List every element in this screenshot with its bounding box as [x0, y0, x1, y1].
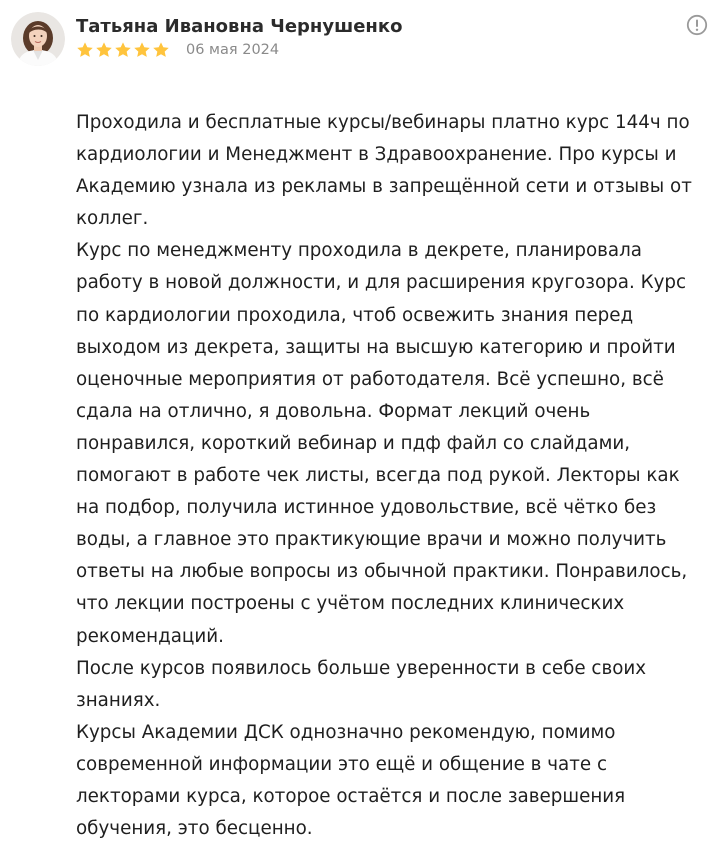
review-text-line: обучения, это бесценно.	[76, 818, 313, 840]
star-icon	[95, 41, 113, 59]
review-text-line: знаниях.	[76, 689, 161, 711]
review-text-line: воды, а главное это практикующие врачи и можно получить	[76, 529, 667, 551]
review-text	[76, 107, 716, 845]
review-text-line: выходом из декрета, защиты на высшую категорию и пройти	[76, 336, 676, 358]
review-text-line: что лекции построены с учётом последних клинических	[76, 593, 625, 615]
review-text-line: После курсов появилось больше уверенности в себе своих	[76, 657, 647, 679]
review-text-line: сдала на отлично, я довольна. Формат лекций очень	[76, 400, 591, 422]
review-text-line: понравился, короткий вебинар и пдф файл со слайдами,	[76, 432, 631, 454]
star-icon	[133, 41, 151, 59]
star-icon	[152, 41, 170, 59]
star-icon	[76, 41, 94, 59]
exclamation-circle-icon	[686, 14, 708, 36]
review-text-line: по кардиологии проходила, чтоб освежить знания перед	[76, 304, 634, 326]
review-text-line: Курс по менеджменту проходила в декрете, планировала	[76, 240, 643, 262]
review-text-line: помогают в работе чек листы, всегда под рукой. Лекторы как	[76, 465, 680, 487]
review-text-line: Проходила и бесплатные курсы/вебинары платно курс 144ч по	[76, 112, 690, 133]
review-text-line: ответы на любые вопросы из обычной практики. Понравилось,	[76, 561, 688, 583]
review-text-line: Курсы Академии ДСК однозначно рекомендую, помимо	[76, 721, 616, 743]
review-text-line: на подбор, получила истинное удовольствие, всё чётко без	[76, 497, 657, 519]
review-text-line: работу в новой должности, и для расширения кругозора. Курс	[76, 272, 687, 294]
avatar[interactable]	[11, 12, 65, 66]
review-text-line: Академию узнала из рекламы в запрещённой сети и отзывы от	[76, 176, 692, 198]
review-text-line: кардиологии и Менеджмент в Здравоохранение. Про курсы и	[76, 144, 677, 166]
avatar-photo	[11, 12, 65, 66]
author-name[interactable]: Татьяна Ивановна Чернушенко	[76, 16, 403, 37]
review-date: 06 мая 2024	[186, 42, 280, 58]
report-button[interactable]	[686, 14, 708, 36]
review-text-line: рекомендаций.	[76, 625, 224, 647]
star-icon	[114, 41, 132, 59]
review-text-line: оценочные мероприятия от работодателя. Всё успешно, всё	[76, 368, 664, 390]
review-text-line: коллег.	[76, 208, 149, 230]
review-text-line: лекторами курса, которое остаётся и после завершения	[76, 785, 626, 807]
review-text-line: современной информации это ещё и общение в чате с	[76, 753, 608, 775]
rating-stars	[76, 41, 170, 59]
